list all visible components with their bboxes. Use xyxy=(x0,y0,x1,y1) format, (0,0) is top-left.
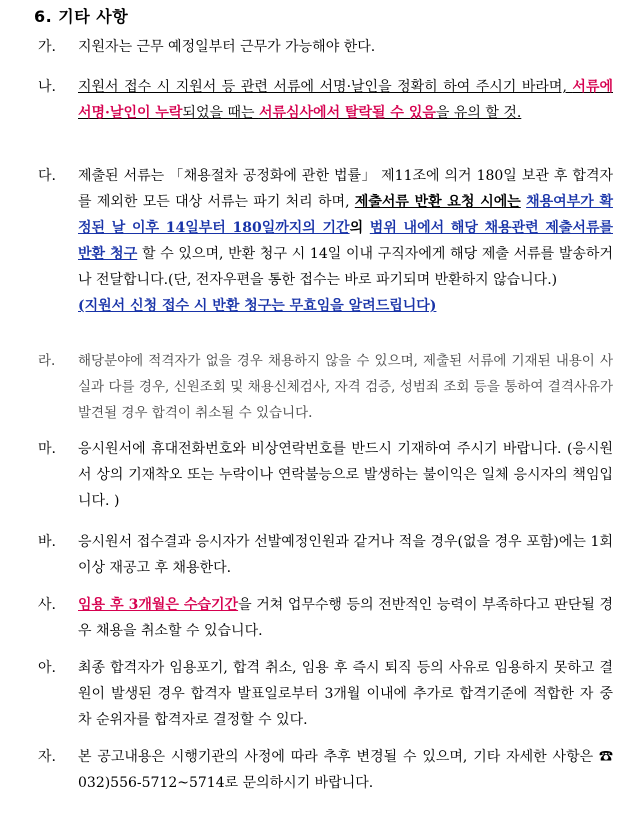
list-item-ma xyxy=(38,436,613,514)
item-marker: 바. xyxy=(38,534,56,550)
highlight-return-scope: 범위 내에서 해당 채용관련 제출서류를 반환 청구 xyxy=(78,220,613,262)
item-text: 본 공고내용은 시행기관의 사정에 따라 추후 변경될 수 있으며, 기타 자세한 사항은 ☎ 032)556-5712~5714로 문의하시기 바랍니다. xyxy=(78,749,613,791)
item-marker: 마. xyxy=(38,441,56,457)
list-item-na xyxy=(38,74,613,126)
list-item-ra xyxy=(38,348,613,426)
highlight-signature-missing: 서류에 서명·날인이 누락 xyxy=(78,79,613,121)
highlight-return-period: 채용여부가 확정된 날 이후 14일부터 180일까지의 기간 xyxy=(78,194,613,236)
item-marker: 다. xyxy=(38,168,56,184)
item-text: 응시원서에 휴대전화번호와 비상연락번호를 반드시 기재하여 주시기 바랍니다. (응시원서 상의 기재착오 또는 누락이나 연락불능으로 발생하는 불이익은 일체 응시자의 책임입니다. ) xyxy=(78,441,613,509)
list-item-ja xyxy=(38,744,613,796)
highlight-screening-fail: 서류심사에서 탈락될 수 있음 xyxy=(258,105,436,121)
list-item-ga xyxy=(38,34,613,60)
list-item-a xyxy=(38,655,613,733)
item-text: 지원서 접수 시 지원서 등 관련 서류에 서명·날인을 정확히 하여 주시기 바라며, 서류에 서명·날인이 누락되었을 때는 서류심사에서 탈락될 수 있음을 유의 할 것. xyxy=(78,79,613,121)
item-text: 최종 합격자가 임용포기, 합격 취소, 임용 후 즉시 퇴직 등의 사유로 임용하지 못하고 결원이 발생된 경우 합격자 발표일로부터 3개월 이내에 추가로 합격기준에 적합한 자 중 차 순위자를 합격자로 결정할 수 있다. xyxy=(78,660,613,728)
item-text: 응시원서 접수결과 응시자가 선발예정인원과 같거나 적을 경우(없을 경우 포함)에는 1회 이상 재공고 후 채용한다. xyxy=(78,534,613,576)
item-marker: 나. xyxy=(38,79,56,95)
list-item-ba xyxy=(38,529,613,581)
item-marker: 라. xyxy=(38,353,56,369)
item-marker: 가. xyxy=(38,39,56,55)
item-marker: 사. xyxy=(38,597,56,613)
item-text: 지원자는 근무 예정일부터 근무가 가능해야 한다. xyxy=(78,39,376,55)
item-text: 해당분야에 적격자가 없을 경우 채용하지 않을 수 있으며, 제출된 서류에 기재된 내용이 사실과 다를 경우, 신원조회 및 채용신체검사, 자격 검증, 성범죄 조회 등을 통하여 결격사유가 발견될 경우 합격이 취소될 수 있습니다. xyxy=(78,353,613,421)
item-marker: 아. xyxy=(38,660,56,676)
phone-icon: ☎ xyxy=(599,749,613,765)
item-text: 제출된 서류는 「채용절차 공정화에 관한 법률」 제11조에 의거 180일 보관 후 합격자를 제외한 모든 대상 서류는 파기 처리 하며, 제출서류 반환 요청 시에는 채용여부가 확정된 날 이후 14일부터 180일까지의 기간의 범위 내에서 해당 채용관련 제출서류를 반환 청구 할 수 있으며, 반환 청구 시 14일 이내 구직자에게 해당 제출 서류를 발송하거나 전달합니다.(단, 전자우편을 통한 접수는 바로 파기되며 반환하지 않습니다.) (지원서 신청 접수 시 반환 청구는 무효임을 알려드립니다) xyxy=(78,163,613,319)
highlight-probation: 임용 후 3개월은 수습기간 xyxy=(78,597,239,613)
item-text: 임용 후 3개월은 수습기간을 거쳐 업무수행 등의 전반적인 능력이 부족하다고 판단될 경우 채용을 취소할 수 있습니다. xyxy=(78,597,614,639)
list-item-da xyxy=(38,163,613,319)
item-marker: 자. xyxy=(38,749,56,765)
list-item-sa xyxy=(38,592,613,644)
section-heading: 6. 기타 사항 xyxy=(34,7,129,26)
highlight-return-request: 제출서류 반환 요청 시에는 xyxy=(354,194,521,210)
highlight-invalid-notice: (지원서 신청 접수 시 반환 청구는 무효임을 알려드립니다) xyxy=(78,298,437,314)
